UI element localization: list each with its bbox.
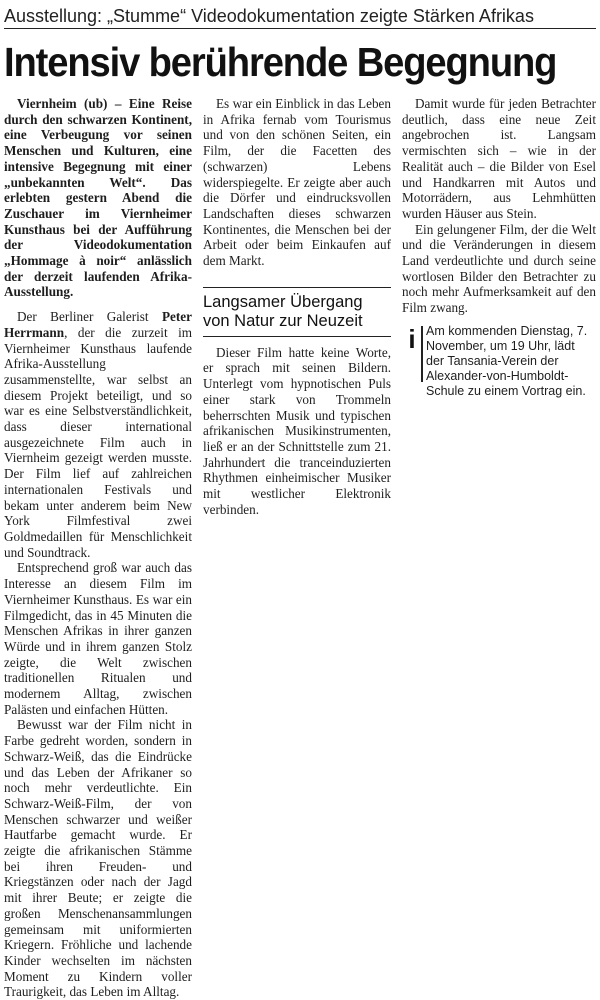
notice-divider [421, 326, 423, 382]
person-name: Peter Herrmann [4, 309, 192, 340]
body-paragraph-6: Damit wurde für jeden Betrachter deutlich, dass eine neue Zeit angebrochen ist. Langsam vermischten sich – wie in der Realität auch – die Bilder von Esel und Handkarren mit Autos und Motorrädern, aus Lehmhütten wurden Häuser aus Stein. [402, 96, 596, 221]
lead-paragraph: Viernheim (ub) – Eine Reise durch den schwarzen Kontinent, eine Verbeugung vor seinen Menschen und Kulturen, eine intensive Begegnung mit einer „unbekannten Welt“. Das erlebten gestern Abend die Zuschauer im Viernheimer Kunsthaus bei der Aufführung der Videodokumentation „Hommage à noir“ anlässlich der derzeit laufenden Afrika-Ausstellung. [4, 96, 192, 300]
subheading: Langsamer Übergang von Natur zur Neuzeit [203, 292, 363, 330]
paragraph-text: Der Berliner Galerist [17, 309, 162, 325]
subheading-box [203, 287, 391, 337]
notice-text: Am kommenden Dienstag, 7. November, um 19 Uhr, lädt der Tansania-Verein der Alexander-von-Humboldt-Schule zu einem Vortrag ein. [426, 323, 588, 398]
body-paragraph-1 [4, 309, 192, 560]
article-column-3 [402, 96, 596, 776]
article-column-2 [203, 96, 391, 776]
article-column-1 [4, 96, 192, 1000]
event-notice [402, 324, 596, 399]
body-paragraph-4: Es war ein Einblick in das Leben in Afrika fernab vom Tourismus und von den schönen Seiten, ein Film, der die Facetten des (schwarzen) Lebens widerspiegelte. Er zeigte aber auch die Dörfer und eindrucksvollen Landschaften dieses schwarzen Kontinentes, die Menschen bei der Arbeit oder beim Einkaufen auf dem Markt. [203, 96, 391, 269]
article-kicker: Ausstellung: „Stumme“ Videodokumentation zeigte Stärken Afrikas [4, 3, 596, 29]
info-icon: i [408, 323, 416, 354]
body-paragraph-5: Dieser Film hatte keine Worte, er sprach mit seinen Bildern. Unterlegt vom hypnotischen Puls einer stark von Trommeln beherrschten Musik und typischen afrikanischen Musikinstrumenten, ließ er an der Schnittstelle zum 21. Jahrhundert die tranceinduzierten Rhythmen einheimischer Musiker mit westlicher Elektronik verbinden. [203, 344, 391, 517]
body-paragraph-3: Bewusst war der Film nicht in Farbe gedreht worden, sondern in Schwarz-Weiß, das die Eindrücke und das Leben der Afrikaner so noch mehr verdeutlichte. Ein Schwarz-Weiß-Film, der von Menschen schwarzer und weißer Hautfarbe gemacht wurde. Er zeigte die afrikanischen Stämme bei ihren Freuden- und Kriegstänzen oder nach der Jagd mit ihrer Beute; er zeigte die großen Menschenansammlungen gemeinsam mit uniformierten Kriegern. Fröhliche und lachende Kinder wechselten im nächsten Moment zu Kindern voller Traurigkeit, das Leben im Alltag. [4, 717, 192, 1000]
paragraph-text: , der die zurzeit im Viernheimer Kunsthaus laufende Afrika-Ausstellung zusammenstellte, war selbst an diesem Projekt beteiligt, und so war es eine Selbstverständlichkeit, dass dieser international ausgezeichnete Film auch in Viernheim gezeigt werden musste. Der Film lief auf zahlreichen internationalen Festivals und bekam unter anderem beim New York Filmfestival zwei Goldmedaillen für Menschlichkeit und Soundtrack. [4, 324, 192, 560]
article-headline: Intensiv berührende Begegnung [4, 39, 557, 85]
body-paragraph-7: Ein gelungener Film, der die Welt und die Veränderungen in diesem Land verdeutlichte und durch seine wortlosen Bilder den Betrachter zu noch mehr Aufmerksamkeit auf den Film zwang. [402, 221, 596, 316]
body-paragraph-2: Entsprechend groß war auch das Interesse an diesem Film im Viernheimer Kunsthaus. Es war ein Filmgedicht, das in 45 Minuten die Menschen Afrikas in ihrer ganzen Würde und in ihrem ganzen Stolz zeigte, die Welt zwischen traditionellen Ritualen und modernem Alltag, zwischen Palästen und einfachen Hütten. [4, 560, 192, 717]
